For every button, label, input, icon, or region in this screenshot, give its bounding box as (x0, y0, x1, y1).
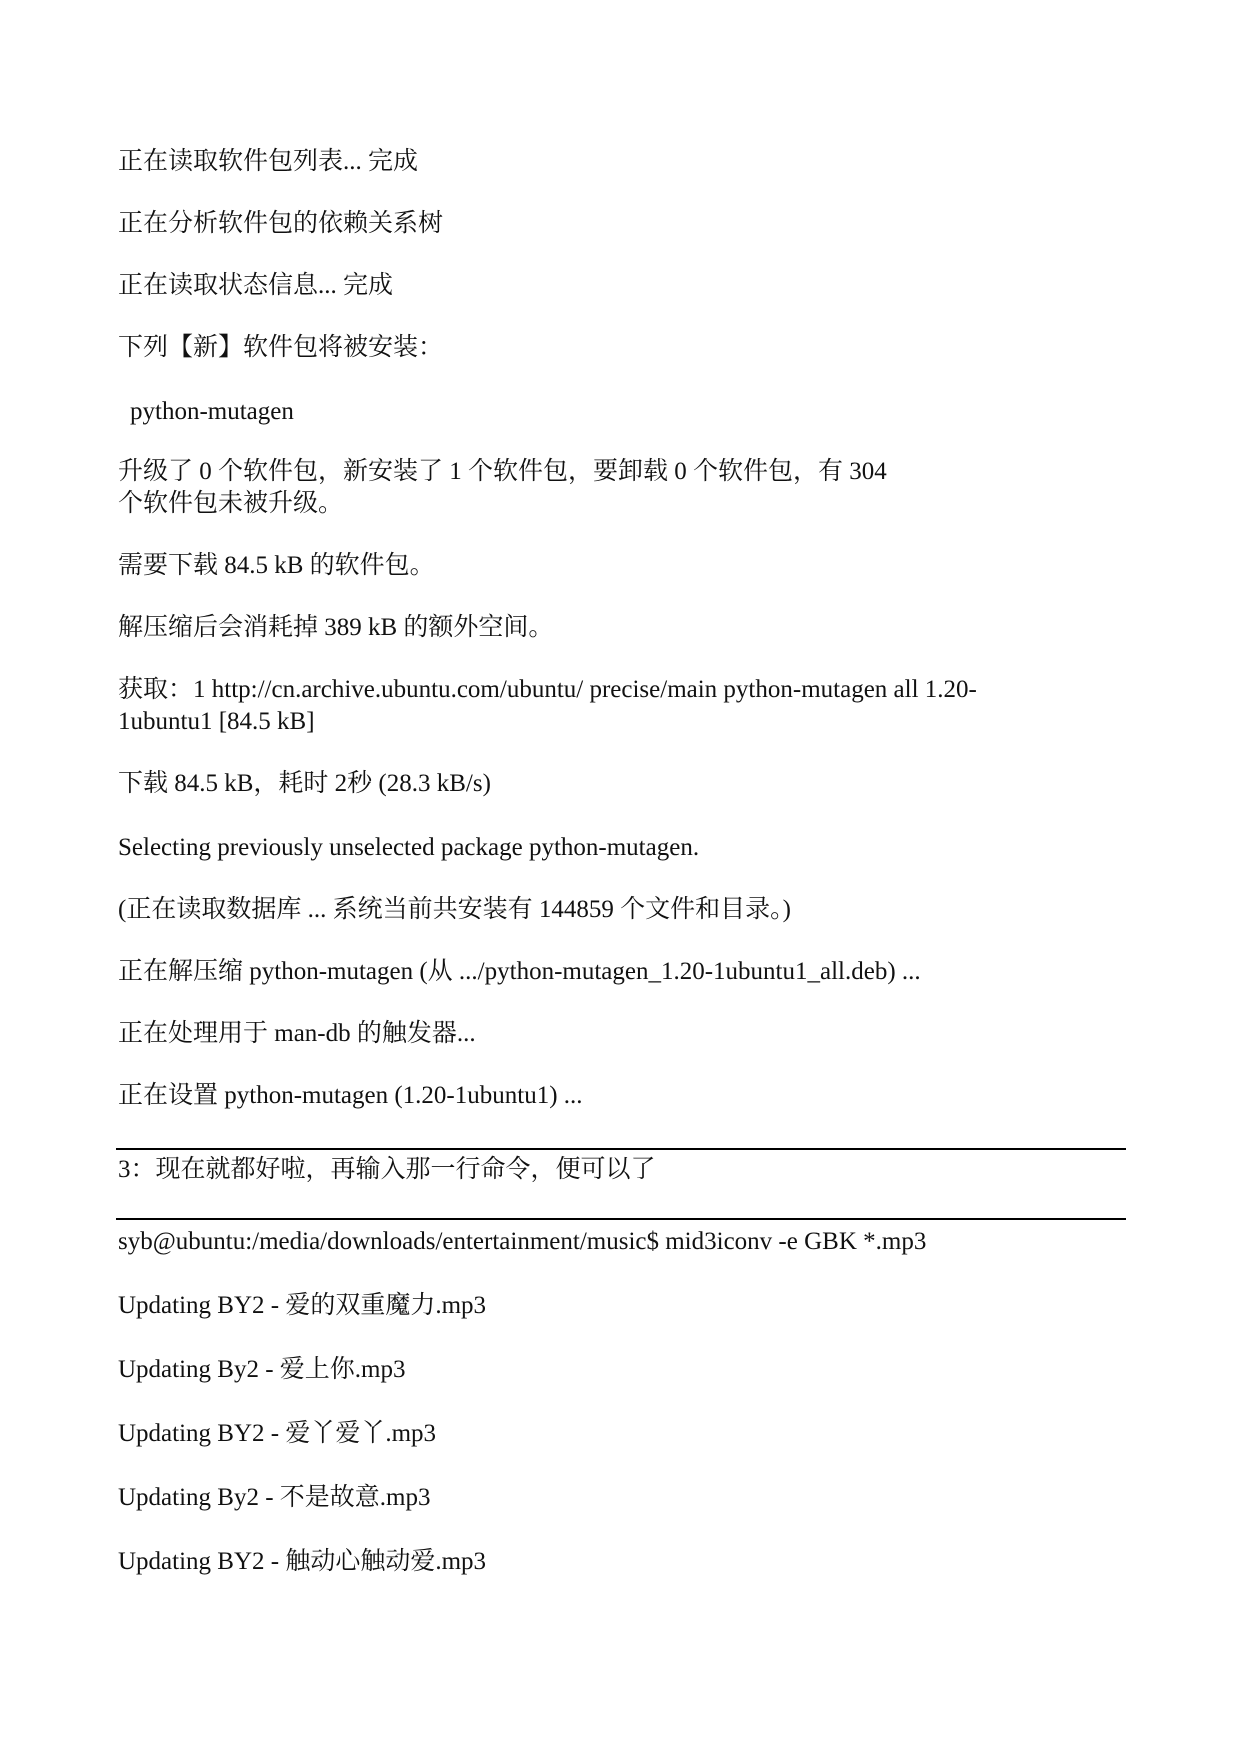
output-line-new-packages-heading: 下列【新】软件包将被安装： (118, 334, 444, 361)
output-line-setting-up: 正在设置 python-mutagen (1.20-1ubuntu1) ... (118, 1082, 583, 1109)
output-line-processing-triggers: 正在处理用于 man-db 的触发器... (118, 1020, 476, 1047)
output-line-downloaded: 下载 84.5 kB，耗时 2秒 (28.3 kB/s) (118, 770, 491, 797)
output-line-analyzing-dependencies: 正在分析软件包的依赖关系树 (118, 210, 444, 237)
output-line-reading-package-list: 正在读取软件包列表... 完成 (118, 148, 419, 175)
table-top-rule (116, 1148, 1126, 1150)
updating-line-4: Updating By2 - 不是故意.mp3 (118, 1484, 431, 1511)
output-line-fetch: 获取：1 http://cn.archive.ubuntu.com/ubuntu/ precise/main python-mutagen all 1.20- (118, 676, 977, 703)
output-line-upgrade-summary: 升级了 0 个软件包，新安装了 1 个软件包，要卸载 0 个软件包，有 304 (118, 458, 887, 485)
output-line-reading-database: (正在读取数据库 ... 系统当前共安装有 144859 个文件和目录。) (118, 896, 791, 923)
updating-line-1: Updating BY2 - 爱的双重魔力.mp3 (118, 1292, 487, 1319)
updating-line-5: Updating BY2 - 触动心触动爱.mp3 (118, 1548, 487, 1575)
output-line-unpacking: 正在解压缩 python-mutagen (从 .../python-mutagen_1.20-1ubuntu1_all.deb) ... (118, 958, 921, 985)
output-line-reading-state: 正在读取状态信息... 完成 (118, 272, 394, 299)
step-3-instruction: 3：现在就都好啦，再输入那一行命令，便可以了 (118, 1156, 656, 1183)
output-line-package-name: python-mutagen (130, 398, 294, 425)
output-line-selecting-package: Selecting previously unselected package python-mutagen. (118, 834, 700, 861)
updating-line-3: Updating BY2 - 爱丫爱丫.mp3 (118, 1420, 437, 1447)
updating-line-2: Updating By2 - 爱上你.mp3 (118, 1356, 406, 1383)
output-line-disk-space: 解压缩后会消耗掉 389 kB 的额外空间。 (118, 614, 554, 641)
output-line-fetch-cont: 1ubuntu1 [84.5 kB] (118, 708, 315, 735)
table-middle-rule (116, 1218, 1126, 1220)
output-line-download-size: 需要下载 84.5 kB 的软件包。 (118, 552, 435, 579)
output-line-upgrade-summary-cont: 个软件包未被升级。 (118, 490, 344, 517)
command-line: syb@ubuntu:/media/downloads/entertainment/music$ mid3iconv -e GBK *.mp3 (118, 1228, 927, 1255)
